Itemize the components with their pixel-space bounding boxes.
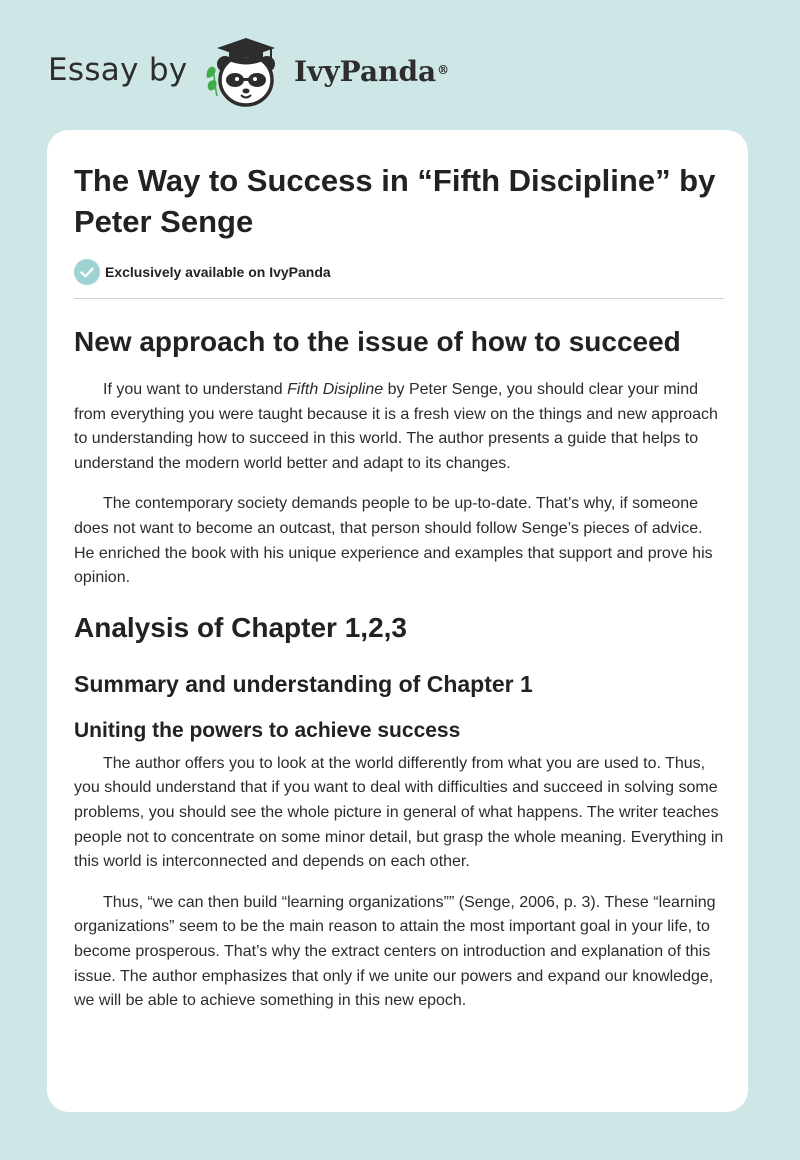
section-heading-approach: New approach to the issue of how to succeed <box>74 326 681 357</box>
section-heading-analysis: Analysis of Chapter 1,2,3 <box>74 611 408 643</box>
brand-prefix: Essay by <box>48 52 188 88</box>
subsubheading-uniting: Uniting the powers to achieve success <box>74 718 461 742</box>
paragraph-text: by Peter Senge, you should clear your mind from everything you were taught because it is a fresh view on the things and new approach to understanding how to succeed in this world. The author presents a guide that helps to understand the modern world better and adapt to its changes. <box>74 381 718 472</box>
subheading-summary: Summary and understanding of Chapter 1 <box>74 670 533 697</box>
exclusive-badge <box>74 258 724 286</box>
paragraph-text: If you want to understand <box>103 381 288 398</box>
paragraph: The contemporary society demands people to be up-to-date. That’s why, if someone does not want to become an outcast, that person should follow Senge’s pieces of advice. He enriched the book with his unique experience and examples that support and prove his opinion. <box>74 495 713 587</box>
paragraph <box>74 378 724 476</box>
panda-graduate-logo[interactable] <box>203 34 289 108</box>
brand-name-text: IvyPanda <box>294 55 437 88</box>
badge-text: Exclusively available on IvyPanda <box>105 264 331 280</box>
site-header <box>0 0 800 130</box>
paragraph: The author offers you to look at the world differently from what you are used to. Thus, you should understand that if you want to deal with difficulties and succeed in solving some problems, you should see the whole picture in general of what happens. The writer teaches people not to concentrate on some minor detail, but grasp the whole meaning. Everything in this world is interconnected and depends on each other. <box>74 754 724 871</box>
essay-content <box>74 160 724 1014</box>
ivy-leaf-icon <box>207 67 217 96</box>
registered-mark: ® <box>437 63 450 77</box>
title-divider <box>74 298 724 299</box>
paragraph: Thus, “we can then build “learning organizations”” (Senge, 2006, p. 3). These “learning organizations” seem to be the main reason to attain the most important goal in your life, to become prosperous. That’s why the extract centers on introduction and explanation of this issue. The author emphasizes that only if we unite our powers and expand our knowledge, we will be able to achieve something in this new epoch. <box>74 893 716 1010</box>
book-title-italic: Fifth Disipline <box>287 381 384 398</box>
brand-name[interactable] <box>294 52 449 92</box>
essay-card <box>47 130 748 1112</box>
essay-title: The Way to Success in “Fifth Discipline” by Peter Senge <box>74 163 716 239</box>
check-circle-icon <box>74 259 100 285</box>
